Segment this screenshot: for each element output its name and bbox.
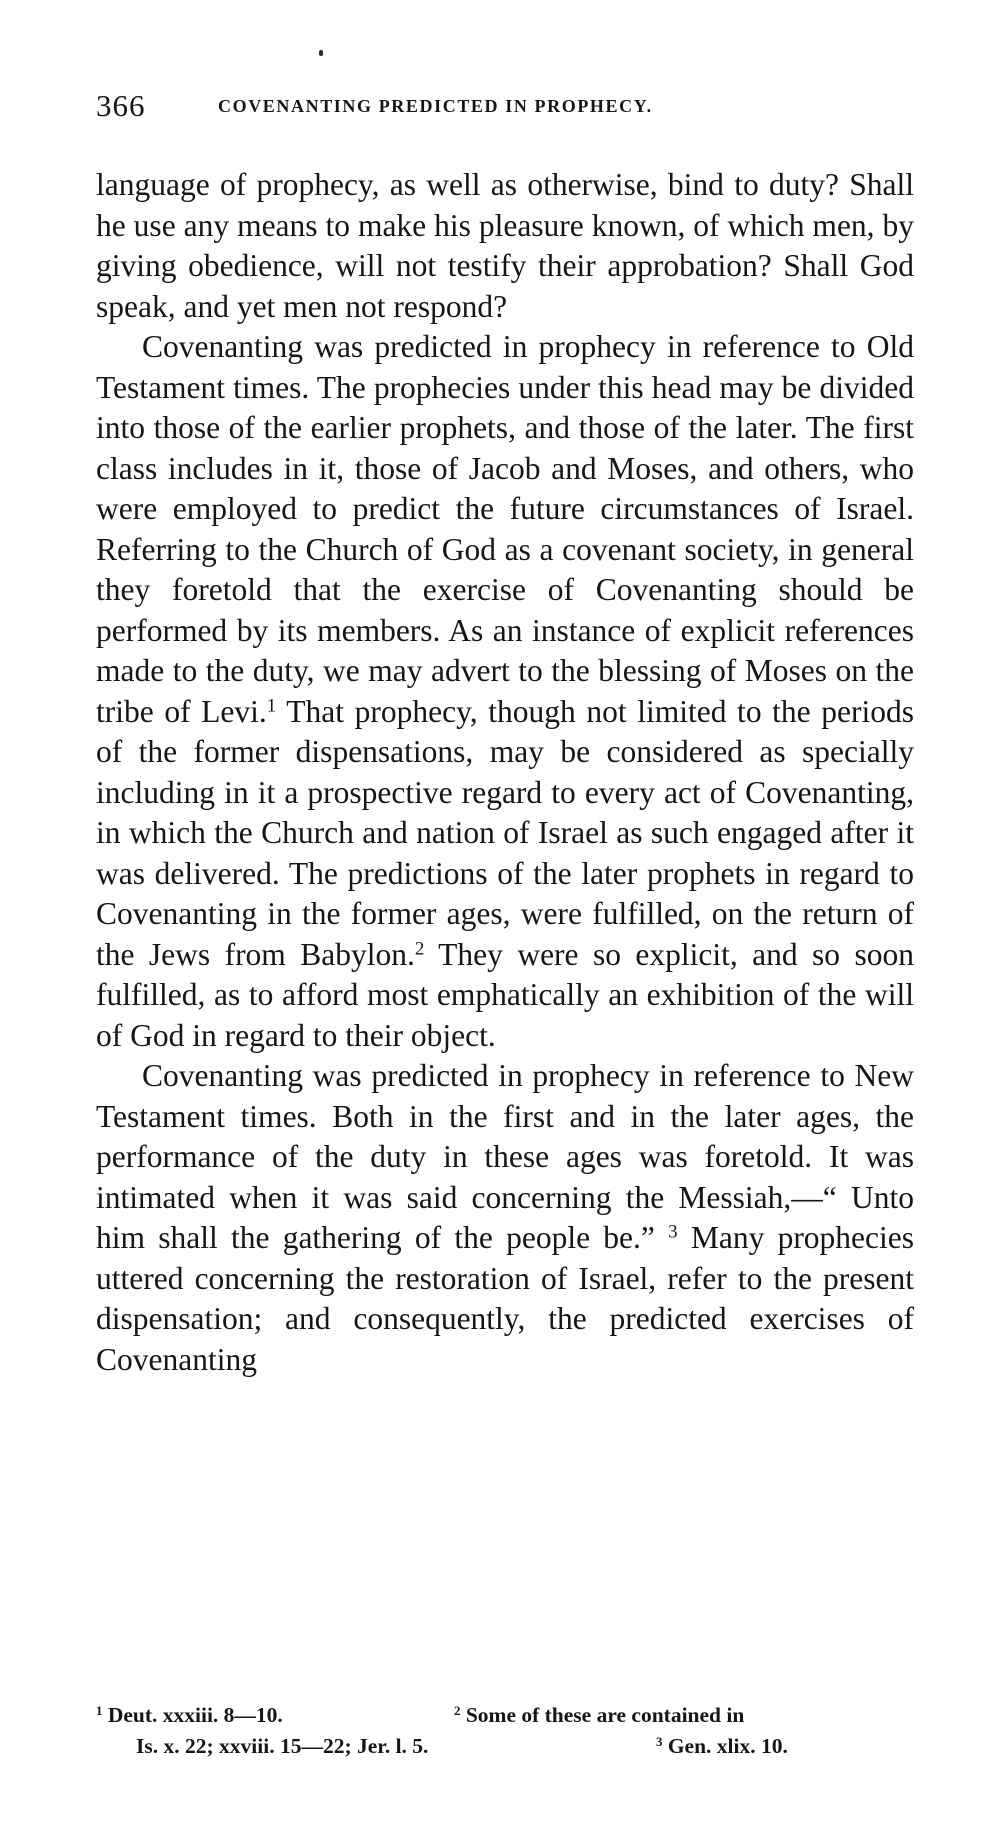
footnote-1-mark: 1 xyxy=(96,1703,103,1718)
paragraph-2-text-a: Covenanting was predicted in prophecy in reference to Old Testament times. The prophecies under this head may be divided into those of the earlier prophets, and those of the later. The first class includes in it, those of Jacob and Moses, and others, who were employed to predict the future circumstances of Israel. Referring to the Church of God as a covenant society, in general they foretold that the exercise of Covenanting should be performed by its members. As an instance of explicit references made to the duty, we may advert to the blessing of Moses on the tribe of Levi. xyxy=(96,329,914,729)
footnote-2-continued: Is. x. 22; xxviii. 15—22; Jer. l. 5. xyxy=(136,1734,429,1758)
footnote-2-mark: 2 xyxy=(454,1703,461,1718)
body-text xyxy=(96,165,914,1380)
running-head: COVENANTING PREDICTED IN PROPHECY. xyxy=(218,96,653,116)
footnote-1 xyxy=(96,1700,283,1731)
footnote-line-2 xyxy=(96,1731,914,1762)
paragraph-1-text: language of prophecy, as well as otherwise, bind to duty? Shall he use any means to make his pleasure known, of which men, by giving obedience, will not testify their approbation? Shall God speak, and yet men not respond? xyxy=(96,167,914,324)
paragraph-1 xyxy=(96,165,914,327)
footnote-3-mark: 3 xyxy=(656,1734,663,1749)
footnote-2-text-a: Some of these are contained in xyxy=(465,1703,745,1727)
footnote-ref-1: 1 xyxy=(266,695,277,717)
footnote-2 xyxy=(454,1700,744,1731)
paragraph-3 xyxy=(96,1056,914,1380)
paragraph-2-text-b: That prophecy, though not limited to the periods of the former dispensations, may be considered as specially including in it a prospective regard to every act of Covenanting, in which the Church and nation of Israel as such engaged after it was delivered. The predictions of the later prophets in regard to Covenanting in the former ages, were fulfilled, on the return of the Jews from Babylon. xyxy=(96,693,914,972)
footnote-line-1 xyxy=(96,1700,914,1731)
ink-speck xyxy=(319,50,323,56)
paragraph-2-text-c: They were so explicit, and so soon fulfilled, as to afford most emphatically an exhibition of the will of God in regard to their object. xyxy=(96,936,914,1053)
footnote-ref-3: 3 xyxy=(668,1221,678,1243)
paragraph-3-text-a: Covenanting was predicted in prophecy in reference to New Testament times. Both in the first and in the later ages, the performance of the duty in these ages was foretold. It was intimated when it was said concerning the Messiah,—“ Unto him shall the gathering of the people be.” xyxy=(96,1058,914,1255)
footnote-1-text: Deut. xxxiii. 8—10. xyxy=(107,1703,283,1727)
footnotes xyxy=(96,1700,914,1762)
page-header xyxy=(96,88,916,128)
paragraph-2 xyxy=(96,327,914,1056)
paragraph-3-text-b: Many prophecies uttered concerning the restoration of Israel, refer to the present dispensation; and consequently, the predicted exercises of Covenanting xyxy=(96,1220,915,1377)
page-number: 366 xyxy=(96,88,146,123)
footnote-ref-2: 2 xyxy=(414,938,425,960)
footnote-3 xyxy=(656,1731,788,1762)
footnote-3-text: Gen. xlix. 10. xyxy=(667,1734,788,1758)
